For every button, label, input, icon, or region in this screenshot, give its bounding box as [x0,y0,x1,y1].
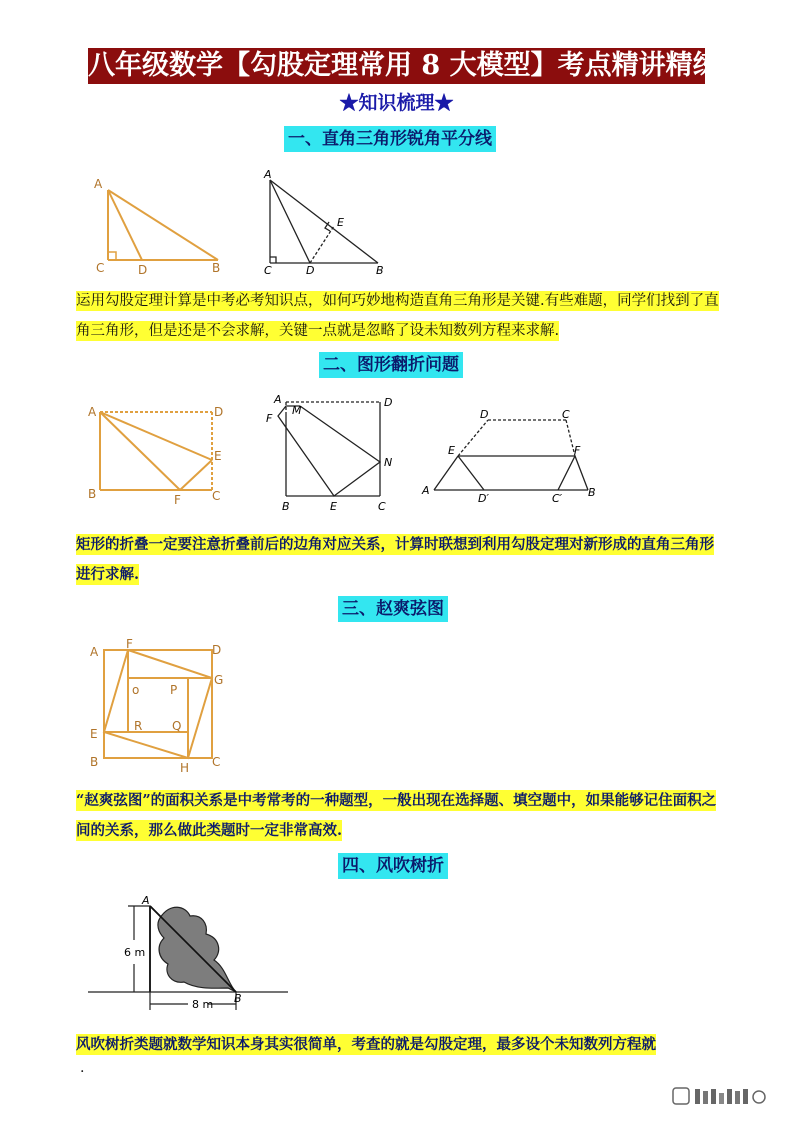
label-B: B [212,261,221,275]
label-E: E [214,449,222,463]
section-text-1: 运用勾股定理计算是中考必考知识点，如何巧妙地构造直角三角形是关键.有些难题，同学们找到了直角三角形，但是还是不会求解，关键一点就是忽略了设未知数列方程来求解. [76,293,719,339]
subtitle: ★知识梳理★ [339,92,454,114]
label-F: F [126,637,133,651]
label-A: A [264,168,272,181]
label-C: C [212,755,221,769]
section-text-4: 风吹树折类题就数学知识本身其实很简单，考查的就是勾股定理，最多设个未知数列方程就 [76,1036,656,1053]
section-heading-2: 二、图形翻折问题 [319,352,463,378]
label-B: B [282,500,290,513]
label-E: E [448,444,455,457]
label-B: B [588,486,596,499]
label-G: G [214,673,224,687]
label-D: D [480,408,489,421]
section-text-2: 矩形的折叠一定要注意折叠前后的边角对应关系，计算时联想到利用勾股定理对新形成的直角三角形进行求解. [76,536,714,583]
section-heading-1: 一、直角三角形锐角平分线 [284,126,496,152]
label-B: B [376,264,384,277]
label-C: C [96,261,105,275]
label-E: E [330,500,337,513]
label-C: C [378,500,386,513]
label-A: A [422,484,430,497]
label-D: D [384,396,393,409]
label-A: A [88,405,97,419]
watermark-logo [673,1086,773,1108]
base-label: 8 m [192,998,214,1011]
figure-fold-trapezoid [420,404,610,504]
label-N: N [384,456,393,469]
figure-angle-bisector-handdrawn [90,170,230,280]
label-E: E [337,216,344,229]
label-M: M [292,404,302,417]
footer-dot: . [80,1060,85,1076]
label-D: D [214,405,224,419]
label-A: A [142,894,150,907]
label-B: B [88,487,97,501]
label-O: o [132,683,140,697]
figure-zhao-shuang-diagram [88,638,228,773]
figure-fold-rect-mn [264,392,404,517]
section-text-3: “赵爽弦图”的面积关系是中考常考的一种题型，一般出现在选择题、填空题中，如果能够记住面积之间的关系，那么做此类题时一定非常高效. [76,792,717,839]
label-F: F [266,412,273,425]
label-F: F [574,444,581,457]
label-D: D [138,263,148,277]
label-C: C [562,408,570,421]
section-heading-4: 四、风吹树折 [338,853,448,879]
height-label: 6 m [124,946,146,959]
label-A: A [90,645,99,659]
page-title: 八年级数学【勾股定理常用 8 大模型】考点精讲精练 [88,48,705,84]
figure-fold-rect-handdrawn [88,402,238,507]
label-F: F [174,493,181,507]
label-P: P [170,683,178,697]
section-heading-3: 三、赵爽弦图 [338,596,448,622]
figure-wind-broken-tree [88,892,298,1022]
label-R: R [134,719,143,733]
label-H: H [180,761,190,775]
label-D: D [306,264,315,277]
label-A: A [94,177,103,191]
label-B: B [234,992,242,1005]
label-D: D [212,643,222,657]
label-C: C [264,264,272,277]
figure-angle-bisector-perpendicular [258,168,398,278]
label-C: C [212,489,221,503]
label-C-prime: C′ [552,492,563,505]
label-Q: Q [172,719,182,733]
label-D-prime: D′ [478,492,489,505]
label-A: A [274,393,282,406]
label-B: B [90,755,99,769]
label-E: E [90,727,98,741]
